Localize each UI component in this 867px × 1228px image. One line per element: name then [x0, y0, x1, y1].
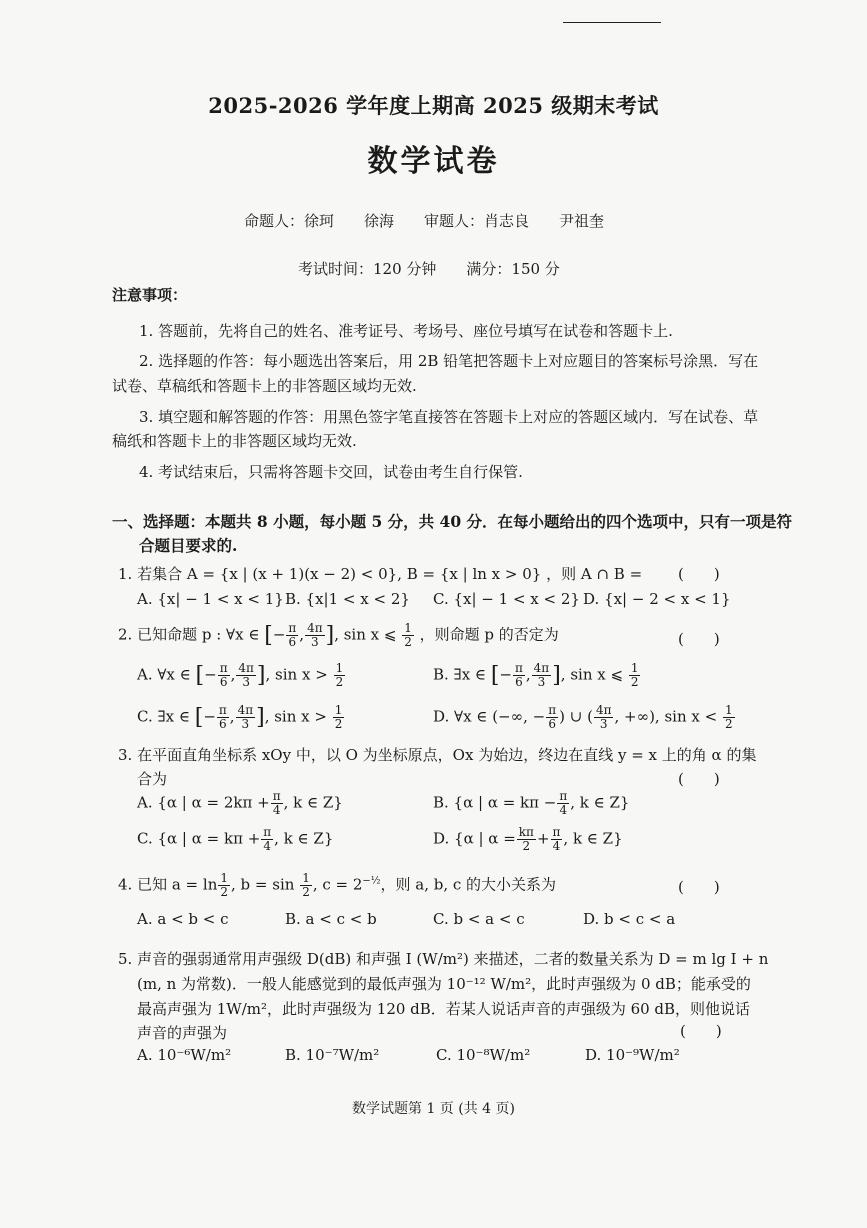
question-1-answer-blank: ( )	[678, 565, 720, 583]
question-5-option-a: A. 10⁻⁶W/m²	[137, 1046, 232, 1064]
question-5-stem-line2: (m, n 为常数)．一般人能感觉到的最低声强为 10⁻¹² W/m²，此时声强级为 0 dB；能承受的	[137, 975, 751, 993]
question-1-option-d: D. {x| − 2 < x < 1}	[583, 590, 731, 608]
question-2-stem: 2. 已知命题 p : ∀x ∈ [− $\frac{\pi}{6}$ , $\frac{4\pi}{3}$ ], sin x ⩽ $\frac{1}{2}$ ，则命题 p 的否定为	[118, 621, 559, 649]
question-3-option-a: A. {α | α = 2kπ + $\frac{\pi}{4}$ , k ∈ Z}	[137, 789, 343, 817]
question-2-option-a: A. ∀x ∈ [− $\frac{\pi}{6}$ , $\frac{4\pi}{3}$ ], sin x > $\frac{1}{2}$	[137, 661, 344, 689]
question-3-option-d: D. {α | α = $\frac{k\pi}{2}$ + $\frac{\pi}{4}$ , k ∈ Z}	[433, 825, 623, 853]
notice-title: 注意事项：	[112, 286, 188, 304]
notice-item-3: 3. 填空题和解答题的作答：用黑色签字笔直接答在答题卡上对应的答题区域内．写在试卷、草	[139, 408, 759, 426]
question-3-answer-blank: ( )	[678, 770, 720, 788]
question-2-answer-blank: ( )	[678, 630, 720, 648]
page-footer: 数学试题第 1 页 (共 4 页)	[352, 1101, 515, 1117]
question-5-stem-line4: 声音的声强为	[137, 1024, 228, 1042]
top-rule	[563, 22, 661, 23]
notice-item-2-cont: 试卷、草稿纸和答题卡上的非答题区域均无效.	[112, 377, 417, 395]
question-3-stem-cont: 合为	[137, 770, 168, 788]
question-2-option-d: D. ∀x ∈ (−∞, − $\frac{\pi}{6}$ ) ∪ ( $\frac{4\pi}{3}$ , +∞), sin x < $\frac{1}{2}$	[433, 703, 733, 731]
section-1-heading-cont: 合题目要求的.	[139, 536, 238, 555]
question-2-option-b: B. ∃x ∈ [− $\frac{\pi}{6}$ , $\frac{4\pi}{3}$ ], sin x ⩽ $\frac{1}{2}$	[433, 661, 639, 689]
section-1-heading: 一、选择题：本题共 8 小题，每小题 5 分，共 40 分．在每小题给出的四个选项中，只有一项是符	[112, 512, 793, 531]
question-1-stem: 1. 若集合 A = {x | (x + 1)(x − 2) < 0}, B = {x | ln x > 0} ，则 A ∩ B =	[118, 565, 643, 583]
question-4-option-a: A. a < b < c	[137, 910, 229, 928]
question-5-answer-blank: ( )	[680, 1022, 722, 1040]
question-4-option-b: B. a < c < b	[285, 910, 377, 928]
question-4-stem: 4. 已知 a = ln $\frac{1}{2}$ , b = sin $\frac{1}{2}$ , $c = 2^{-\frac{1}{2}}$，则 a, b, c 的大小关系为	[118, 871, 557, 899]
question-1-option-c: C. {x| − 1 < x < 2}	[433, 590, 580, 608]
question-1-option-a: A. {x| − 1 < x < 1}	[137, 590, 284, 608]
question-5-option-d: D. 10⁻⁹W/m²	[585, 1046, 680, 1064]
question-1-option-b: B. {x|1 < x < 2}	[285, 590, 410, 608]
notice-item-3-cont: 稿纸和答题卡上的非答题区域均无效.	[112, 432, 357, 450]
notice-item-4: 4. 考试结束后，只需将答题卡交回，试卷由考生自行保管.	[139, 463, 523, 481]
question-5-option-c: C. 10⁻⁸W/m²	[436, 1046, 531, 1064]
question-3-option-b: B. {α | α = kπ − $\frac{\pi}{4}$ , k ∈ Z}	[433, 789, 630, 817]
question-5-option-b: B. 10⁻⁷W/m²	[285, 1046, 380, 1064]
question-2-option-c: C. ∃x ∈ [− $\frac{\pi}{6}$ , $\frac{4\pi}{3}$ ], sin x > $\frac{1}{2}$	[137, 703, 343, 731]
question-3-stem: 3. 在平面直角坐标系 xOy 中，以 O 为坐标原点，Ox 为始边，终边在直线 y = x 上的角 α 的集	[118, 746, 757, 764]
paper-title: 数学试卷	[367, 144, 500, 179]
notice-item-1: 1. 答题前，先将自己的姓名、准考证号、考场号、座位号填写在试卷和答题卡上.	[139, 322, 673, 340]
question-5-stem: 5. 声音的强弱通常用声强级 D(dB) 和声强 I (W/m²) 来描述，二者的数量关系为 D = m lg I + n	[118, 950, 769, 968]
question-4-option-c: C. b < a < c	[433, 910, 525, 928]
exam-info: 考试时间：120 分钟 满分：150 分	[298, 260, 560, 278]
exam-title: 2025-2026 学年度上期高 2025 级期末考试	[208, 93, 659, 118]
notice-item-2: 2. 选择题的作答：每小题选出答案后，用 2B 铅笔把答题卡上对应题目的答案标号涂黑．写在	[139, 352, 759, 370]
question-3-option-c: C. {α | α = kπ + $\frac{\pi}{4}$ , k ∈ Z}	[137, 825, 334, 853]
question-4-answer-blank: ( )	[678, 878, 720, 896]
question-4-option-d: D. b < c < a	[583, 910, 676, 928]
authors-line: 命题人：徐珂 徐海 审题人：肖志良 尹祖奎	[244, 212, 605, 230]
question-5-stem-line3: 最高声强为 1W/m²，此时声强级为 120 dB．若某人说话声音的声强级为 60 dB，则他说话	[137, 1000, 751, 1018]
